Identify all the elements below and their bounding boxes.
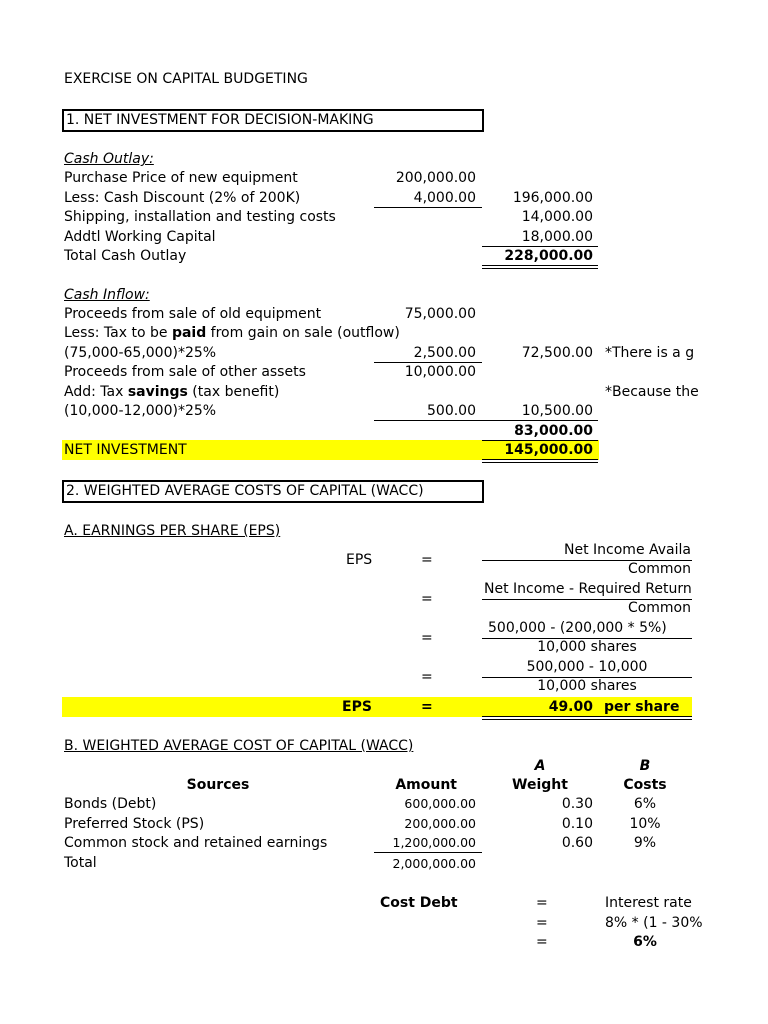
net-investment-label: NET INVESTMENT <box>64 442 187 458</box>
amount-total-underline <box>374 852 482 853</box>
tax-savings-label-post: (tax benefit) <box>187 384 280 400</box>
eps-result-label: EPS <box>342 699 372 715</box>
tax-paid-label-bold: paid <box>171 325 207 341</box>
wacc-row-source: Common stock and retained earnings <box>64 835 328 851</box>
amount-header: Amount <box>395 777 457 793</box>
eps-equals-3: = <box>421 630 433 646</box>
total-outlay-double-underline <box>482 265 598 269</box>
formula2-denominator: Common <box>627 600 691 616</box>
tax-savings-total: 10,500.00 <box>521 403 593 419</box>
formula1-numerator: Net Income Availa <box>564 542 691 558</box>
formula4-denominator: 10,000 shares <box>537 678 637 694</box>
working-capital-total: 18,000.00 <box>521 229 593 245</box>
discount-total: 196,000.00 <box>512 190 593 206</box>
tax-savings-underline <box>374 420 482 421</box>
eps-equals-2: = <box>421 591 433 607</box>
wacc-row-cost: 10% <box>629 816 661 832</box>
wacc-row-weight: 0.60 <box>561 835 593 851</box>
cost-debt-line1: Interest rate <box>605 895 692 911</box>
tax-savings-label-bold: savings <box>127 384 188 400</box>
eps-result-double-underline <box>482 716 692 720</box>
proceeds-other-label: Proceeds from sale of other assets <box>64 364 306 380</box>
discount-label: Less: Cash Discount (2% of 200K) <box>64 190 301 206</box>
cost-debt-equals-3: = <box>536 934 548 950</box>
proceeds-old-label: Proceeds from sale of old equipment <box>64 306 322 322</box>
purchase-value: 200,000.00 <box>395 170 476 186</box>
wacc-row-weight: 0.10 <box>561 816 593 832</box>
tax-paid-label-post: from gain on sale (outflow) <box>206 325 400 341</box>
net-investment-double-underline <box>482 459 598 463</box>
page-title: EXERCISE ON CAPITAL BUDGETING <box>64 71 308 87</box>
formula3-numerator: 500,000 - (200,000 * 5%) <box>488 620 667 636</box>
purchase-label: Purchase Price of new equipment <box>64 170 298 186</box>
wacc-row-amount: 200,000.00 <box>404 816 476 831</box>
weight-header: Weight <box>512 777 568 793</box>
wacc-row-source: Preferred Stock (PS) <box>64 816 205 832</box>
tax-paid-label-pre: Less: Tax to be <box>64 325 172 341</box>
wacc-row-amount: 600,000.00 <box>404 796 476 811</box>
working-capital-label: Addtl Working Capital <box>64 229 216 245</box>
wacc-row-cost: 6% <box>633 796 657 812</box>
cost-debt-equals-1: = <box>536 895 548 911</box>
note-gain: *There is a g <box>605 345 695 361</box>
eps-result-equals: = <box>421 699 433 715</box>
discount-value: 4,000.00 <box>413 190 476 206</box>
wacc-total-label: Total <box>64 855 97 871</box>
tax-savings-label-pre: Add: Tax <box>64 384 128 400</box>
tax-paid-value: 2,500.00 <box>413 345 476 361</box>
formula1-denominator: Common <box>627 561 691 577</box>
proceeds-old-value: 75,000.00 <box>404 306 476 322</box>
eps-result-highlight <box>62 697 692 717</box>
wacc-row-cost: 9% <box>633 835 657 851</box>
eps-heading: A. EARNINGS PER SHARE (EPS) <box>64 523 281 539</box>
proceeds-other-value: 10,000.00 <box>404 364 476 380</box>
total-outlay-value: 228,000.00 <box>504 248 593 264</box>
cost-debt-line2: 8% * (1 - 30% <box>605 915 703 931</box>
formula3-denominator: 10,000 shares <box>537 639 637 655</box>
formula2-numerator: Net Income - Required Return <box>484 581 692 597</box>
section1-heading: 1. NET INVESTMENT FOR DECISION-MAKING <box>66 112 374 128</box>
col-a-label: A <box>534 758 546 774</box>
wacc-total-amount: 2,000,000.00 <box>392 856 476 871</box>
discount-underline <box>374 207 482 208</box>
tax-paid-label <box>64 324 400 342</box>
shipping-total: 14,000.00 <box>521 209 593 225</box>
note-because: *Because the <box>605 384 699 400</box>
eps-result-value: 49.00 <box>548 699 593 715</box>
cash-outlay-label: Cash Outlay: <box>64 151 154 167</box>
wacc-heading: B. WEIGHTED AVERAGE COST OF CAPITAL (WACC) <box>64 738 414 754</box>
eps-label: EPS <box>346 552 373 568</box>
col-b-label: B <box>639 758 651 774</box>
net-investment-value: 145,000.00 <box>504 442 593 458</box>
cost-debt-line3: 6% <box>633 934 657 950</box>
wacc-row-amount: 1,200,000.00 <box>392 835 476 850</box>
sources-header: Sources <box>186 777 250 793</box>
eps-equals-1: = <box>421 552 433 568</box>
shipping-label: Shipping, installation and testing costs <box>64 209 336 225</box>
inflow-underline <box>482 420 598 421</box>
tax-savings-value: 500.00 <box>427 403 476 419</box>
cash-inflow-label: Cash Inflow: <box>64 287 150 303</box>
costs-header: Costs <box>623 777 667 793</box>
tax-paid-calc: (75,000-65,000)*25% <box>64 345 217 361</box>
tax-savings-label <box>64 383 279 401</box>
total-outlay-label: Total Cash Outlay <box>64 248 187 264</box>
tax-savings-calc: (10,000-12,000)*25% <box>64 403 217 419</box>
cost-debt-equals-2: = <box>536 915 548 931</box>
section2-heading: 2. WEIGHTED AVERAGE COSTS OF CAPITAL (WACC) <box>66 483 424 499</box>
wacc-row-weight: 0.30 <box>561 796 593 812</box>
eps-result-unit: per share <box>604 699 680 715</box>
formula4-numerator: 500,000 - 10,000 <box>526 659 648 675</box>
inflow-total: 83,000.00 <box>514 423 593 439</box>
wacc-row-source: Bonds (Debt) <box>64 796 157 812</box>
tax-paid-total: 72,500.00 <box>521 345 593 361</box>
cost-debt-label: Cost Debt <box>380 895 458 911</box>
eps-equals-4: = <box>421 669 433 685</box>
